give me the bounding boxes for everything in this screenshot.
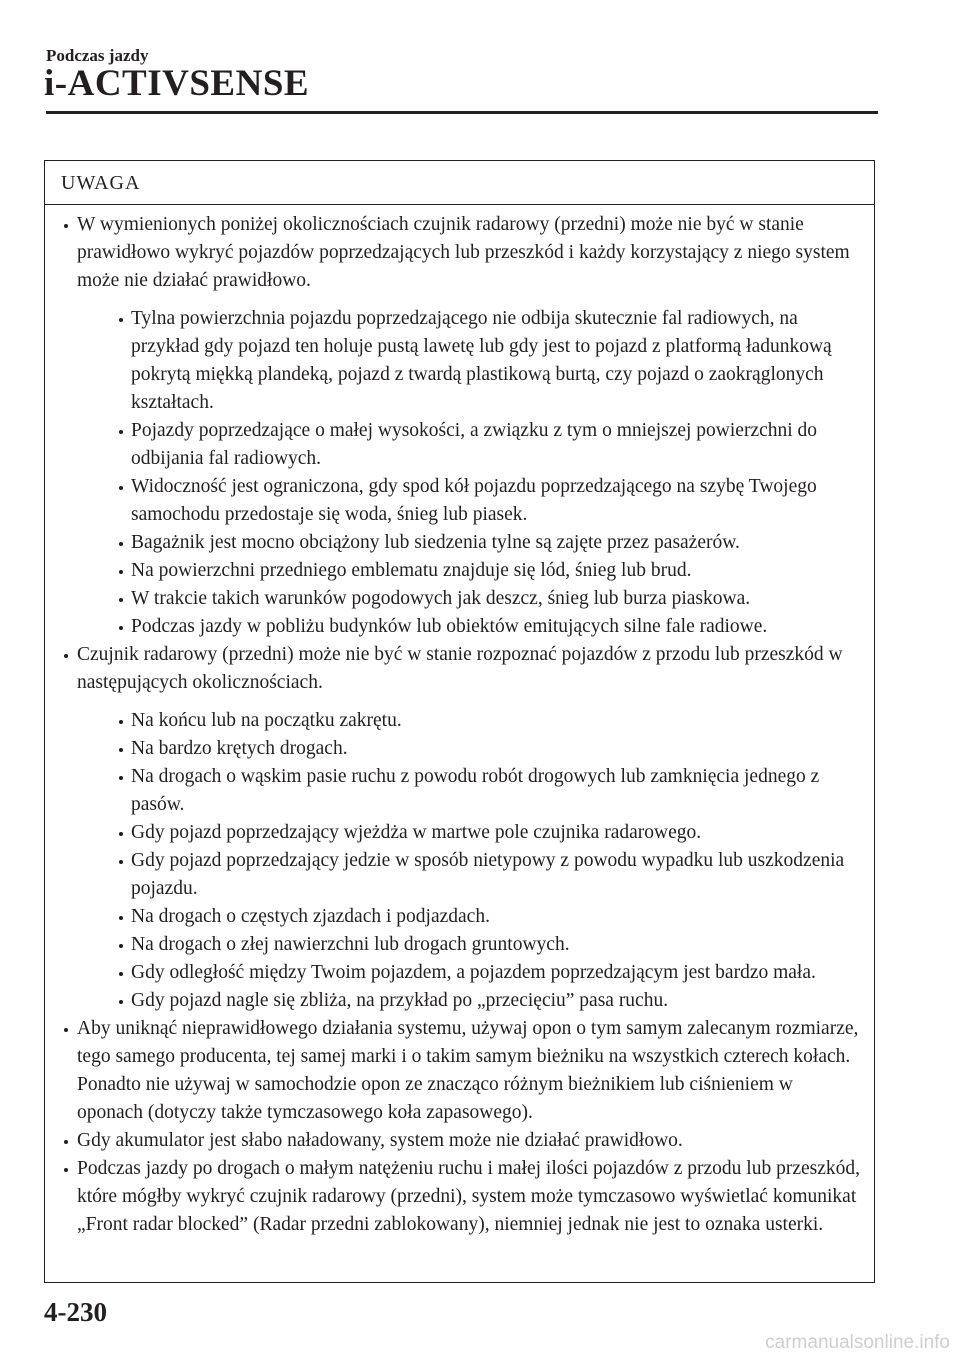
caution-subitem [77,959,860,987]
caution-subitem-text: Na drogach o złej nawierzchni lub drogach gruntowych. [131,934,570,955]
bullet-icon [119,626,123,630]
caution-subitem-text: W trakcie takich warunków pogodowych jak deszcz, śnieg lub burza piaskowa. [131,588,751,609]
page-number: 4-230 [44,1297,107,1327]
bullet-icon [64,1168,68,1172]
caution-sublist [77,305,860,641]
bullet-icon [64,224,68,228]
watermark: carmanualsonline.info [765,1332,950,1353]
bullet-icon [119,860,123,864]
caution-subitem [77,931,860,959]
bullet-icon [119,832,123,836]
bullet-icon [119,486,123,490]
caution-list [45,211,874,1239]
section-label: Podczas jazdy [46,46,149,65]
caution-subitem-text: Na końcu lub na początku zakrętu. [131,710,402,731]
bullet-icon [119,318,123,322]
caution-subitem-text: Bagażnik jest mocno obciążony lub siedzenia tylne są zajęte przez pasażerów. [131,532,740,553]
caution-subitem-text: Gdy pojazd poprzedzający wjeżdża w martwe pole czujnika radarowego. [131,822,702,843]
bullet-icon [119,720,123,724]
caution-subitem-text: Podczas jazdy w pobliżu budynków lub obiektów emitujących silne fale radiowe. [131,616,768,637]
caution-subitem [77,763,860,819]
bullet-icon [119,972,123,976]
caution-subitem [77,819,860,847]
bullet-icon [119,944,123,948]
bullet-icon [64,1028,68,1032]
bullet-icon [64,654,68,658]
caution-item-text: W wymienionych poniżej okolicznościach czujnik radarowy (przedni) może nie być w stanie prawidłowo wykryć pojazdów poprzedzających lub przeszkód i każdy korzystający z niego system może nie działać prawidłowo. [77,214,850,291]
caution-subitem [77,417,860,473]
caution-item-text: Gdy akumulator jest słabo naładowany, system może nie działać prawidłowo. [77,1130,683,1151]
caution-subitem [77,987,860,1015]
caution-subitem-text: Na bardzo krętych drogach. [131,738,348,759]
caution-box [44,160,875,1283]
caution-subitem-text: Gdy odległość między Twoim pojazdem, a pojazdem poprzedzającym jest bardzo mała. [131,962,816,983]
caution-subitem-text: Na powierzchni przedniego emblematu znajduje się lód, śnieg lub brud. [131,560,692,581]
caution-subitem-text: Gdy pojazd poprzedzający jedzie w sposób nietypowy z powodu wypadku lub uszkodzenia pojazdu. [131,850,845,899]
bullet-icon [119,570,123,574]
caution-subitem-text: Widoczność jest ograniczona, gdy spod kół pojazdu poprzedzającego na szybę Twojego samochodu przedostaje się woda, śnieg lub piasek. [131,476,817,525]
caution-subitem [77,529,860,557]
caution-item-text: Aby uniknąć nieprawidłowego działania systemu, używaj opon o tym samym zalecanym rozmiarze, tego samego producenta, tej samej marki i o takim samym bieżniku na wszystkich czterech kołach. Ponadto nie używaj w samochodzie opon ze znacząco różnym bieżnikiem lub ciśnieniem w oponach (dotyczy także tymczasowego koła zapasowego). [77,1018,859,1123]
bullet-icon [64,1140,68,1144]
caution-title: UWAGA [45,161,874,205]
caution-subitem-text: Gdy pojazd nagle się zbliża, na przykład po „przecięciu” pasa ruchu. [131,990,669,1011]
caution-item [45,1155,874,1239]
caution-item-text: Czujnik radarowy (przedni) może nie być w stanie rozpoznać pojazdów z przodu lub przeszkód w następujących okolicznościach. [77,644,843,693]
caution-subitem [77,903,860,931]
caution-subitem [77,473,860,529]
caution-subitem-text: Tylna powierzchnia pojazdu poprzedzającego nie odbija skutecznie fal radiowych, na przykład gdy pojazd ten holuje pustą lawetę lub gdy jest to pojazd z platformą ładunkową pokrytą miękką plandeką, pojazd z twardą plastikową burtą, czy pojazd o zaokrąglonych kształtach. [131,308,832,413]
caution-subitem [77,847,860,903]
caution-item-text: Podczas jazdy po drogach o małym natężeniu ruchu i małej ilości pojazdów z przodu lub przeszkód, które mógłby wykryć czujnik radarowy (przedni), system może tymczasowo wyświetlać komunikat „Front radar blocked” (Radar przedni zablokowany), niemniej jednak nie jest to oznaka usterki. [77,1158,860,1235]
caution-subitem [77,305,860,417]
caution-item [45,641,874,1015]
bullet-icon [119,542,123,546]
chapter-title: i-ACTIVSENSE [44,63,310,104]
bullet-icon [119,598,123,602]
caution-subitem [77,613,860,641]
caution-item [45,1015,874,1127]
caution-body [45,205,874,1239]
caution-sublist [77,707,860,1015]
caution-subitem [77,585,860,613]
caution-subitem-text: Na drogach o częstych zjazdach i podjazdach. [131,906,490,927]
header-divider [46,111,878,114]
caution-subitem [77,707,860,735]
bullet-icon [119,748,123,752]
caution-item [45,211,874,641]
caution-item [45,1127,874,1155]
bullet-icon [119,776,123,780]
bullet-icon [119,430,123,434]
bullet-icon [119,1000,123,1004]
caution-subitem [77,557,860,585]
bullet-icon [119,916,123,920]
caution-subitem [77,735,860,763]
caution-subitem-text: Na drogach o wąskim pasie ruchu z powodu robót drogowych lub zamknięcia jednego z pasów. [131,766,820,815]
caution-subitem-text: Pojazdy poprzedzające o małej wysokości, a związku z tym o mniejszej powierzchni do odbijania fal radiowych. [131,420,818,469]
